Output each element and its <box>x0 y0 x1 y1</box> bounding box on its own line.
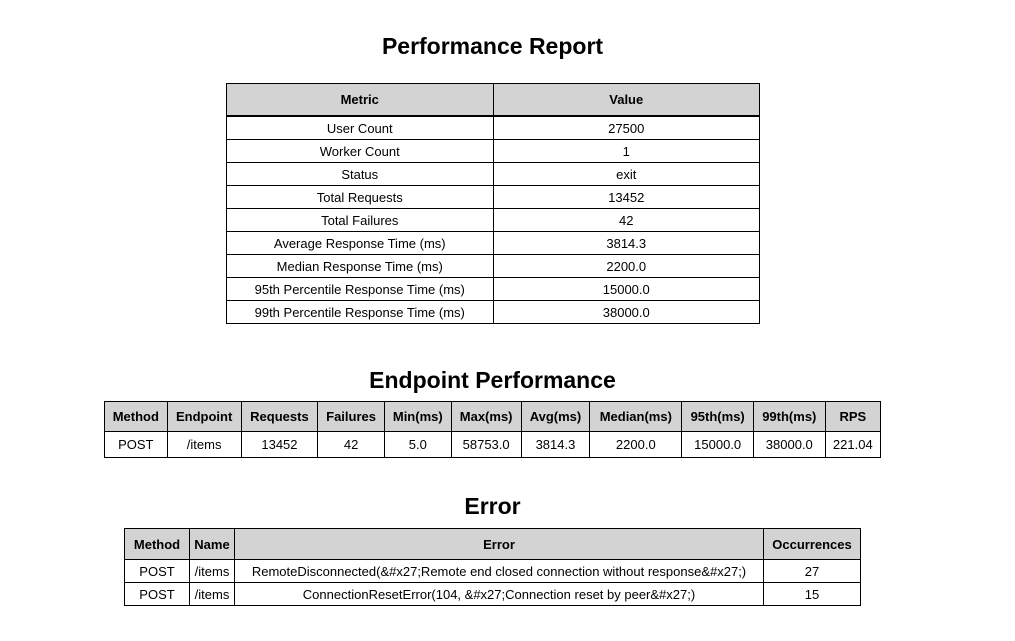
summary-row <box>227 278 760 301</box>
name-cell: /items <box>190 583 235 606</box>
column-header-median: Median(ms) <box>590 402 682 432</box>
column-header-min: Min(ms) <box>384 402 451 432</box>
summary-row <box>227 255 760 278</box>
error-table <box>124 528 861 606</box>
metric-cell: Total Failures <box>227 209 494 232</box>
column-header-occurrences: Occurrences <box>764 529 861 560</box>
metric-cell: Status <box>227 163 494 186</box>
value-cell: 13452 <box>493 186 760 209</box>
column-header-avg: Avg(ms) <box>521 402 590 432</box>
p95-cell: 15000.0 <box>682 432 754 458</box>
metric-cell: Average Response Time (ms) <box>227 232 494 255</box>
median-cell: 2200.0 <box>590 432 682 458</box>
value-cell: 1 <box>493 140 760 163</box>
endpoint-row <box>105 432 881 458</box>
error-row <box>125 583 861 606</box>
p99-cell: 38000.0 <box>753 432 825 458</box>
column-header-95th: 95th(ms) <box>682 402 754 432</box>
column-header-metric: Metric <box>227 84 494 116</box>
column-header-name: Name <box>190 529 235 560</box>
error-message-cell: ConnectionResetError(104, &#x27;Connection reset by peer&#x27;) <box>235 583 764 606</box>
method-cell: POST <box>125 583 190 606</box>
min-cell: 5.0 <box>384 432 451 458</box>
method-cell: POST <box>105 432 168 458</box>
error-message-cell: RemoteDisconnected(&#x27;Remote end closed connection without response&#x27;) <box>235 560 764 583</box>
requests-cell: 13452 <box>241 432 318 458</box>
summary-header-row <box>227 84 760 116</box>
column-header-failures: Failures <box>318 402 385 432</box>
metric-cell: Total Requests <box>227 186 494 209</box>
summary-row <box>227 209 760 232</box>
value-cell: 15000.0 <box>493 278 760 301</box>
value-cell: 38000.0 <box>493 301 760 324</box>
method-cell: POST <box>125 560 190 583</box>
section-title-error: Error <box>464 493 521 519</box>
error-row <box>125 560 861 583</box>
value-cell: 2200.0 <box>493 255 760 278</box>
occurrences-cell: 27 <box>764 560 861 583</box>
metric-cell: 95th Percentile Response Time (ms) <box>227 278 494 301</box>
metric-cell: 99th Percentile Response Time (ms) <box>227 301 494 324</box>
value-cell: exit <box>493 163 760 186</box>
column-header-method: Method <box>125 529 190 560</box>
metric-cell: Worker Count <box>227 140 494 163</box>
metric-cell: Median Response Time (ms) <box>227 255 494 278</box>
metric-cell: User Count <box>227 117 494 140</box>
name-cell: /items <box>190 560 235 583</box>
summary-row <box>227 117 760 140</box>
summary-row <box>227 232 760 255</box>
summary-row <box>227 163 760 186</box>
page-title: Performance Report <box>381 33 604 59</box>
column-header-value: Value <box>493 84 760 116</box>
column-header-error: Error <box>235 529 764 560</box>
avg-cell: 3814.3 <box>521 432 590 458</box>
error-header-row <box>125 529 861 560</box>
rps-cell: 221.04 <box>825 432 880 458</box>
value-cell: 27500 <box>493 117 760 140</box>
occurrences-cell: 15 <box>764 583 861 606</box>
section-title-endpoint: Endpoint Performance <box>369 367 616 393</box>
column-header-method: Method <box>105 402 168 432</box>
failures-cell: 42 <box>318 432 385 458</box>
summary-row <box>227 186 760 209</box>
endpoint-table <box>104 401 881 458</box>
value-cell: 42 <box>493 209 760 232</box>
column-header-endpoint: Endpoint <box>167 402 241 432</box>
column-header-requests: Requests <box>241 402 318 432</box>
column-header-max: Max(ms) <box>451 402 521 432</box>
value-cell: 3814.3 <box>493 232 760 255</box>
endpoint-cell: /items <box>167 432 241 458</box>
summary-row <box>227 140 760 163</box>
summary-table <box>226 83 760 324</box>
endpoint-header-row <box>105 402 881 432</box>
max-cell: 58753.0 <box>451 432 521 458</box>
column-header-rps: RPS <box>825 402 880 432</box>
column-header-99th: 99th(ms) <box>753 402 825 432</box>
summary-row <box>227 301 760 324</box>
